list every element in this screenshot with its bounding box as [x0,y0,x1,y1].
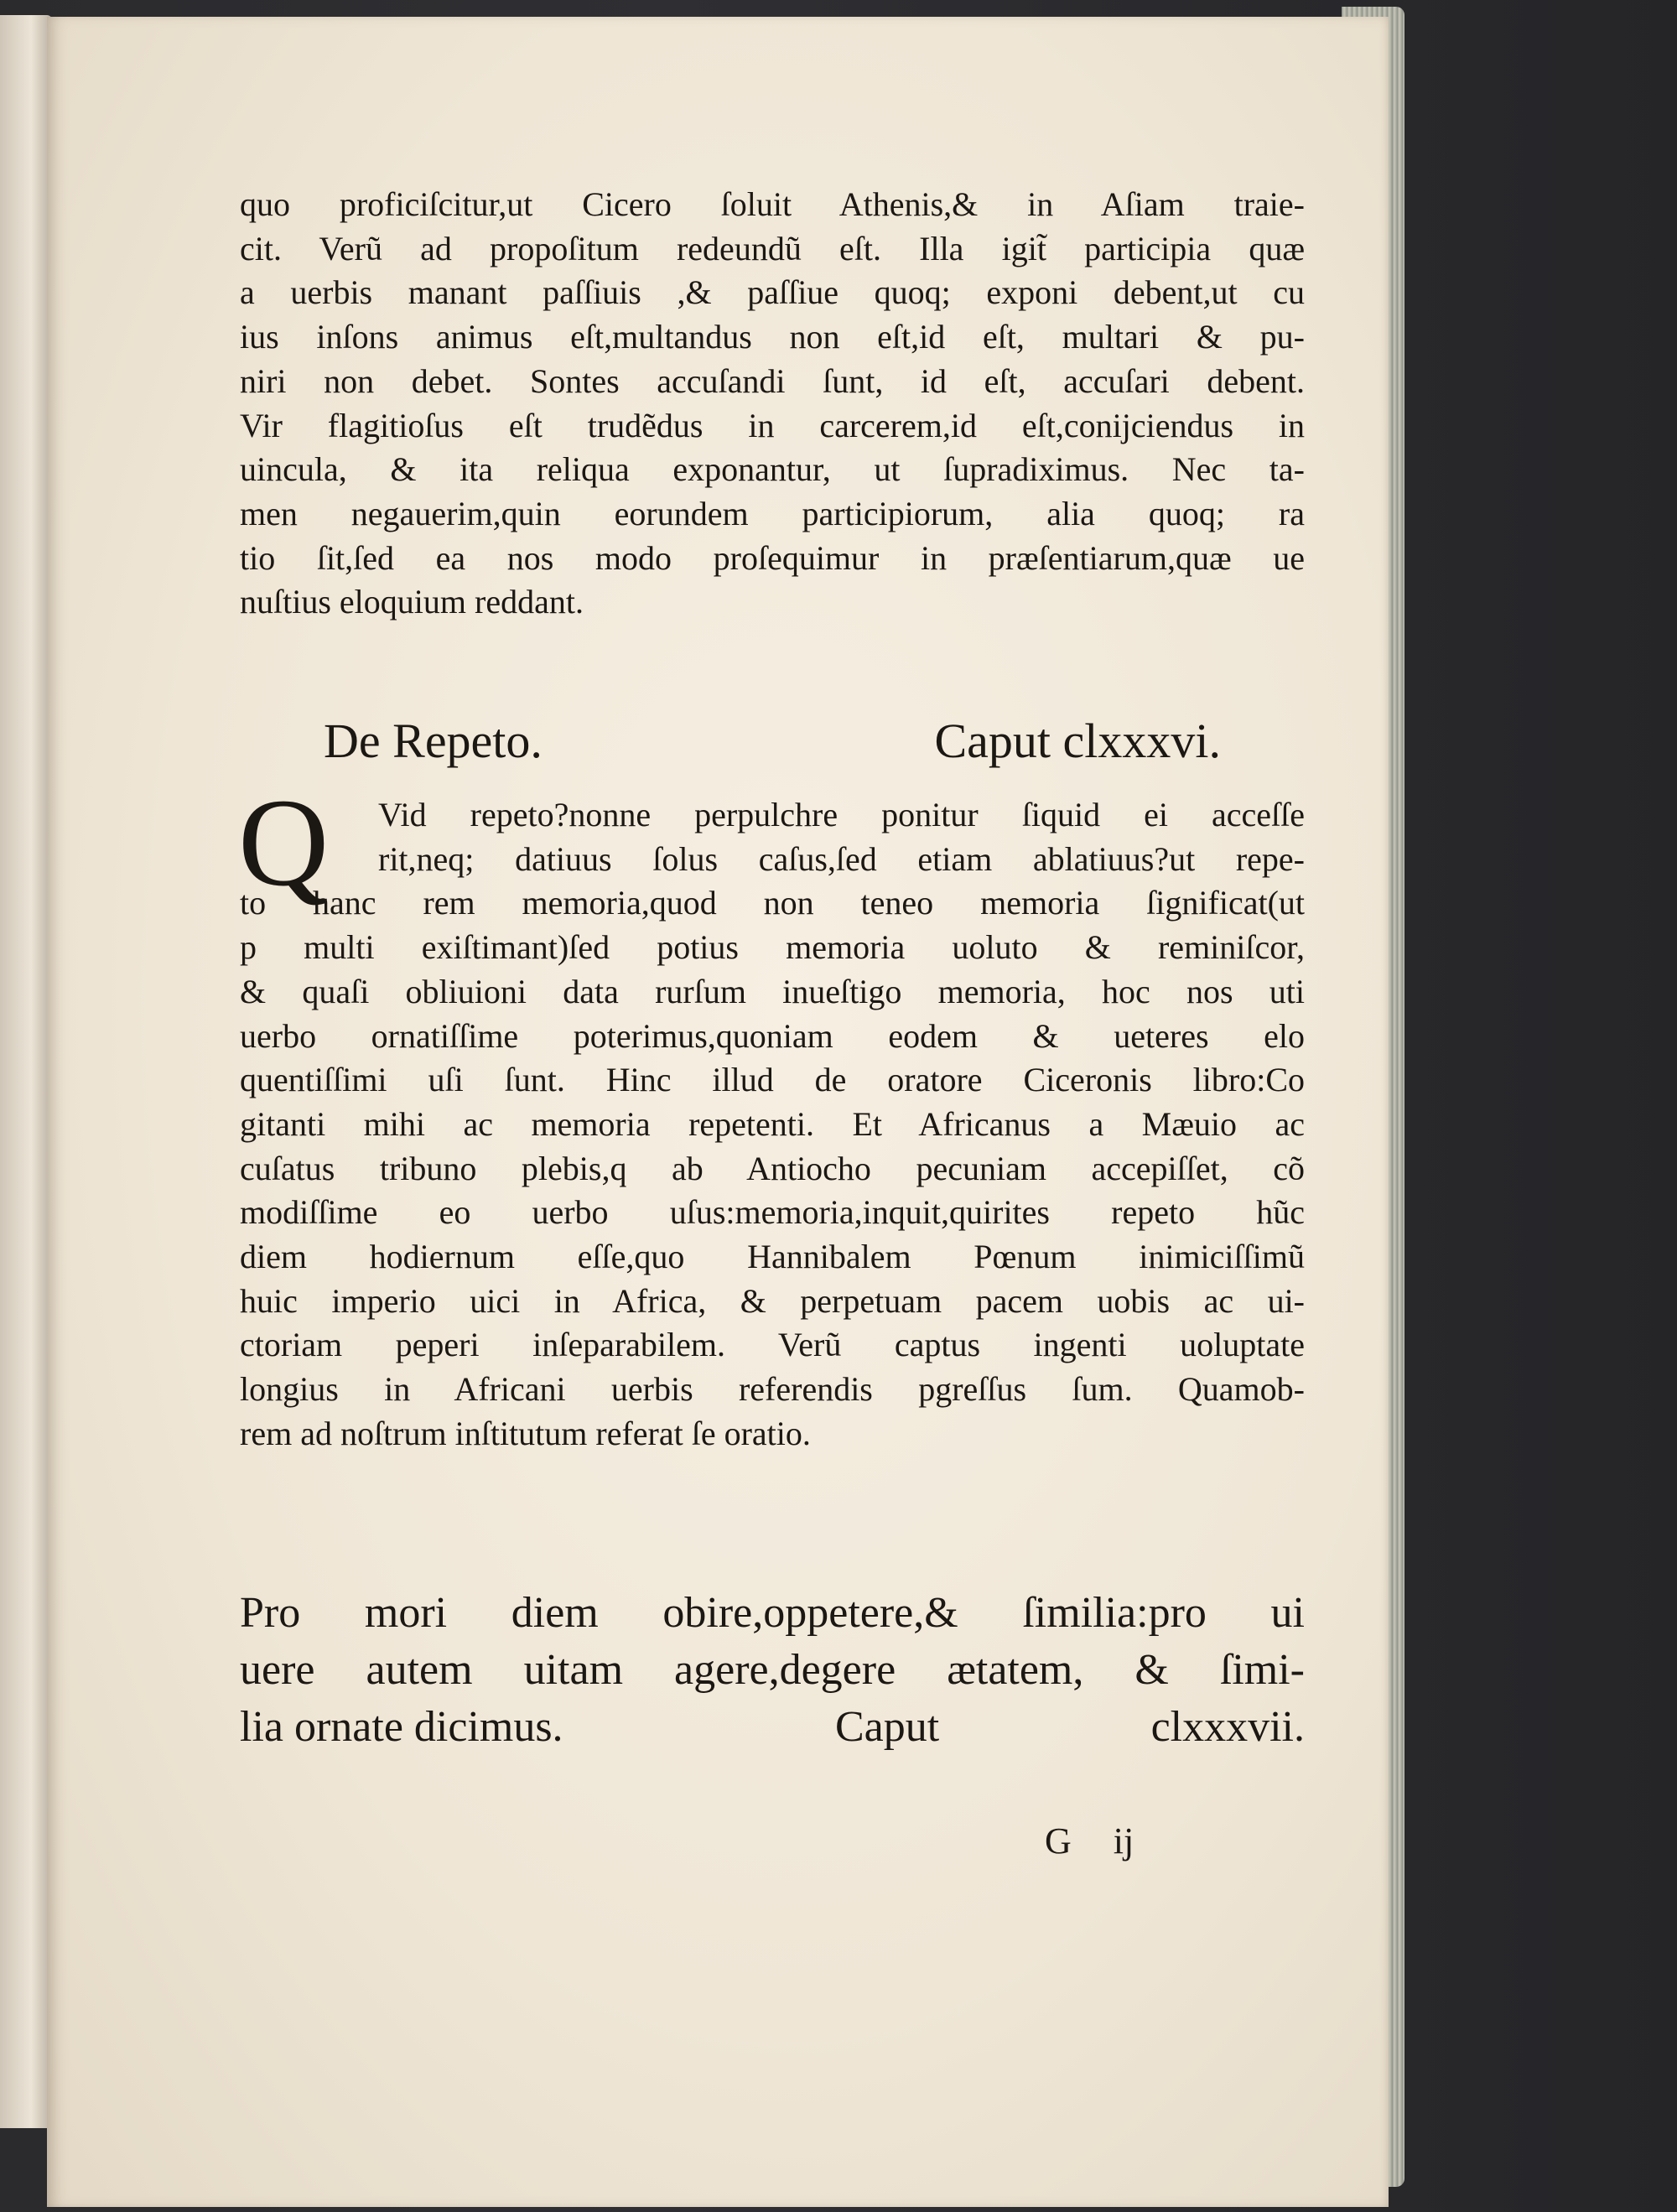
chapter-title: De Repeto. [324,714,543,768]
previous-paragraph [240,183,1305,625]
text-line: longius in Africani uerbis referendis pgreſſus ſum. Quamob- [240,1370,1305,1409]
signature-mark [1045,1820,1176,1862]
text-line: quentiſſimi uſi ſunt. Hinc illud de oratore Ciceronis libro:Co [240,1061,1305,1099]
text-line: diem hodiernum eſſe,quo Hannibalem Pœnum inimiciſſimũ [240,1238,1305,1276]
heading-line: uere autem uitam agere,degere ætatem, & ſimi- [240,1646,1305,1694]
text-line: men negauerim,quin eorundem participiorum, alia quoq; ra [240,494,1305,532]
text-line: uincula, & ita reliqua exponantur, ut ſupradiximus. Nec ta- [240,450,1305,489]
chapter-body [240,793,1305,1456]
text-line: tio ſit,ſed ea nos modo proſequimur in præſentiarum,quæ ue [240,538,1305,577]
next-chapter-heading [240,1585,1305,1756]
text-line: cit. Verũ ad propoſitum redeundũ eſt. Illa igit̃ participia quæ [240,229,1305,267]
text-line: niri non debet. Sontes accuſandi ſunt, id eſt, accuſari debent. [240,361,1305,400]
text-line: ctoriam peperi inſeparabilem. Verũ captus ingenti uoluptate [240,1326,1305,1364]
chapter-number: Caput clxxxvi. [934,714,1221,768]
text-line: nuſtius eloquium reddant. [240,583,584,621]
text-line: Vid repeto?nonne perpulchre ponitur ſiquid ei acceſſe [378,796,1305,833]
text-line: huic imperio uici in Africa, & perpetuam pacem uobis ac ui- [240,1281,1305,1320]
text-line: modiſſime eo uerbo uſus:memoria,inquit,quirites repeto hũc [240,1193,1305,1232]
text-line: gitanti mihi ac memoria repetenti. Et Africanus a Mæuio ac [240,1104,1305,1143]
book-page [47,17,1389,2207]
text-line: rem ad noſtrum inſtitutum referat ſe oratio. [240,1414,811,1452]
chapter-heading [324,713,1221,780]
text-line: quo proficiſcitur,ut Cicero ſoluit Athenis,& in Aſiam traie- [240,185,1305,223]
drop-cap: Q [238,773,330,912]
text-line: cuſatus tribuno plebis,q ab Antiocho pecuniam accepiſſet, cõ [240,1149,1305,1187]
text-line: ius inſons animus eſt,multandus non eſt,id eſt, multari & pu- [240,318,1305,356]
text-line: rit,neq; datiuus ſolus caſus,ſed etiam ablatiuus?ut repe- [378,839,1305,878]
left-page-edge [0,15,52,2128]
heading-line: Pro mori diem obire,oppetere,& ſimilia:pro ui [240,1589,1305,1637]
text-line: a uerbis manant paſſiuis ,& paſſiue quoq; exponi debent,ut cu [240,273,1305,312]
text-line: to hanc rem memoria,quod non teneo memoria ſignificat(ut [240,884,1305,922]
text-line: p multi exiſtimant)ſed potius memoria uoluto & reminiſcor, [240,928,1305,967]
text-line: & quaſi obliuioni data rurſum inueſtigo memoria, hoc nos uti [240,972,1305,1010]
signature-number: ij [1113,1820,1134,1862]
next-chapter-number: clxxxvii. [1150,1703,1305,1751]
signature-letter: G [1045,1820,1072,1862]
next-chapter-heading-last-line: lia ornate dicimus. [240,1703,563,1751]
next-chapter-heading-last-row [240,1699,1305,1756]
next-chapter-caput: Caput [835,1703,940,1751]
text-line: uerbo ornatiſſime poterimus,quoniam eodem & ueteres elo [240,1016,1305,1055]
text-line: Vir flagitioſus eſt trudẽdus in carcerem,id eſt,conijciendus in [240,406,1305,444]
